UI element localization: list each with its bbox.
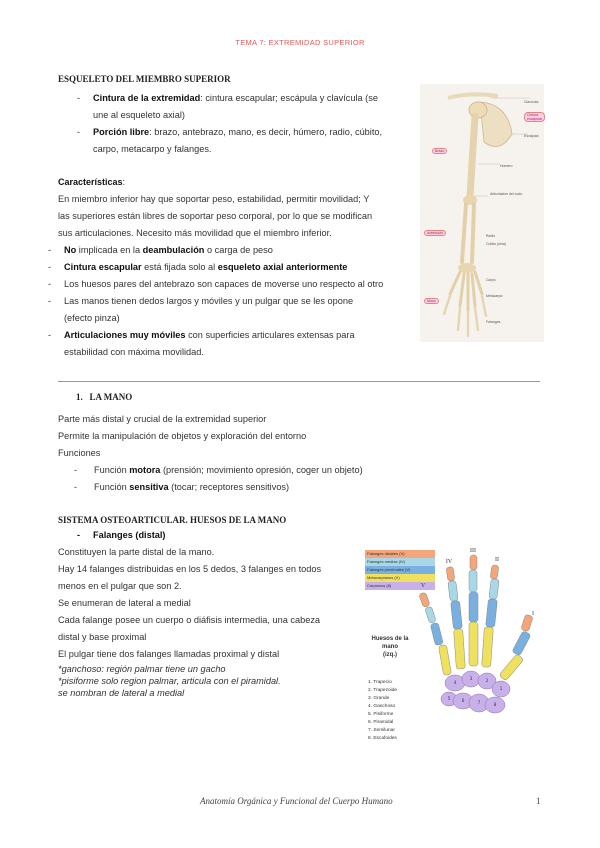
bullet-cintura bbox=[77, 90, 413, 107]
label-metacarpo: Metacarpo bbox=[486, 294, 503, 298]
car-item-1-bold2: deambulación bbox=[142, 245, 205, 255]
falanges-p1: Constituyen la parte distal de la mano. bbox=[58, 547, 215, 557]
car-item-4: - Las manos tienen dedos largos y móviles y un pulgar que se les opone bbox=[48, 296, 354, 306]
funcion-sensitiva-bold: sensitiva bbox=[129, 482, 169, 492]
mano-block bbox=[58, 411, 458, 496]
label-falanges: Falanges bbox=[486, 320, 501, 324]
hand-title-line-2: (izq.) bbox=[383, 652, 397, 658]
funcion-motora: - Función motora (prensión; movimiento opresión, coger un objeto) bbox=[74, 465, 363, 475]
car-paragraph-2: las superiores están libres de soportar peso corporal, por lo que se modifican bbox=[58, 211, 373, 221]
car-item-1: - No implicada en la deambulación o carga de peso bbox=[48, 245, 273, 255]
label-radio: Radio bbox=[486, 234, 496, 238]
car-item-3: - Los huesos pares del antebrazo son capaces de moverse uno respecto al otro bbox=[48, 279, 384, 289]
arm-skeleton-illustration bbox=[420, 84, 544, 342]
car-item-3-text: Los huesos pares del antebrazo son capaces de moverse uno respecto al otro bbox=[64, 279, 384, 289]
roman-II: II bbox=[495, 557, 499, 563]
falanges-p5: Cada falange posee un cuerpo o diáfisis intermedia, una cabeza bbox=[58, 615, 321, 625]
funcion-motora-text: (prensión; movimiento opresión, coger un objeto) bbox=[160, 465, 363, 475]
caracteristicas-title-text: Características bbox=[58, 177, 123, 187]
note-pisiforme: *pisiforme solo region palmar, articula con el piramidal. bbox=[58, 676, 281, 686]
caracteristicas-colon: : bbox=[122, 177, 126, 187]
carpal-list bbox=[368, 679, 397, 743]
carpal-item: 1. Trapecio bbox=[368, 680, 392, 685]
arm-skeleton-figure bbox=[420, 84, 544, 342]
funcion-sensitiva: - Función sensitiva (tocar; receptores sensitivos) bbox=[74, 482, 290, 492]
car-item-5-bold: Articulaciones muy móviles bbox=[64, 330, 186, 340]
label-carpo: Carpo bbox=[486, 278, 496, 282]
car-item-5-text: con superficies articulares extensas para bbox=[185, 330, 355, 340]
svg-text:2: 2 bbox=[485, 678, 489, 683]
funcion-motora-pre: Función bbox=[94, 465, 130, 475]
label-cubito: Cúbito (ulna) bbox=[486, 242, 507, 246]
roman-IV: IV bbox=[445, 559, 453, 565]
label-articulacion-codo: Articulación del codo bbox=[490, 192, 523, 196]
car-item-4-cont: (efecto pinza) bbox=[64, 313, 120, 323]
bullet-cintura-cont: une al esqueleto axial) bbox=[93, 110, 185, 120]
bullet-porcion-bold: Porción libre bbox=[93, 127, 150, 137]
car-item-2-bold2: esqueleto axial anteriormente bbox=[217, 262, 348, 272]
bullet-porcion-text: : brazo, antebrazo, mano, es decir, húmero, radio, cúbito, bbox=[149, 127, 383, 137]
mano-paragraph-3: Funciones bbox=[58, 448, 101, 458]
page-number: 1 bbox=[536, 796, 541, 806]
roman-III: III bbox=[470, 548, 476, 554]
car-item-5: - Articulaciones muy móviles con superficies articulares extensas para bbox=[48, 330, 355, 340]
car-paragraph-1: En miembro inferior hay que soportar peso, estabilidad, permitir movilidad; Y bbox=[58, 194, 370, 204]
label-escapula: Escápula bbox=[524, 134, 539, 138]
bullet-list-esqueleto bbox=[77, 90, 413, 158]
svg-text:8: 8 bbox=[493, 702, 497, 707]
bullet-cintura-bold: Cintura de la extremidad bbox=[93, 93, 201, 103]
carpal-item: 8. Escafoides bbox=[368, 736, 397, 741]
section-title-mano bbox=[76, 392, 132, 402]
carpal-item: 7. Semilunar bbox=[368, 728, 395, 733]
car-item-1-bold: No bbox=[64, 245, 77, 255]
funcion-sensitiva-text: (tocar; receptores sensitivos) bbox=[168, 482, 290, 492]
svg-text:7: 7 bbox=[477, 700, 481, 705]
falanges-p2: Hay 14 falanges distribuidas en los 5 dedos, 3 falanges en todos bbox=[58, 564, 322, 574]
carpal-item: 6. Piramidal bbox=[368, 720, 394, 725]
svg-text:6: 6 bbox=[461, 698, 465, 703]
funcion-sensitiva-pre: Función bbox=[94, 482, 130, 492]
tag-antebrazo: Antebrazo bbox=[424, 230, 446, 236]
car-item-4-text: Las manos tienen dedos largos y móviles y un pulgar que se les opone bbox=[64, 296, 354, 306]
note-ganchoso: *ganchoso: región palmar tiene un gacho bbox=[58, 664, 226, 674]
bullet-cintura-text: : cintura escapular; escápula y clavícula (se bbox=[200, 93, 378, 103]
page-header: TEMA 7: EXTREMIDAD SUPERIOR bbox=[235, 38, 365, 47]
svg-text:4: 4 bbox=[453, 680, 457, 685]
car-paragraph-3: sus articulaciones. Necesito más movilidad que el miembro inferior. bbox=[58, 228, 332, 238]
bullet-dash: - bbox=[77, 127, 81, 137]
falanges-block bbox=[58, 544, 358, 699]
section-number: 1. bbox=[76, 392, 83, 402]
label-clavicula: Clavícula bbox=[524, 100, 539, 104]
label-humero: Húmero bbox=[500, 164, 513, 168]
legend-carpianos: Carpianos (8) bbox=[365, 582, 435, 590]
roman-I: I bbox=[532, 611, 534, 617]
carpal-item: 2. Trapezoide bbox=[368, 688, 398, 693]
car-item-2-mid: está fijada solo al bbox=[141, 262, 218, 272]
caracteristicas-block bbox=[48, 174, 418, 361]
car-item-2: - Cintura escapular está fijada solo al esqueleto axial anteriormente bbox=[48, 262, 348, 272]
hand-title-line-1: Huesos de la mano bbox=[371, 636, 409, 650]
hand-bones-figure bbox=[365, 545, 545, 745]
car-item-5-cont: estabilidad con máxima movilidad. bbox=[64, 347, 204, 357]
tag-cintura-escapular: Cintura escapular bbox=[524, 112, 545, 122]
hand-bones-illustration bbox=[415, 545, 545, 745]
tag-mano: Mano bbox=[424, 298, 439, 304]
section-title-mano-text: LA MANO bbox=[89, 392, 133, 402]
legend-proximales: Falanges proximales (V) bbox=[365, 566, 435, 574]
mano-paragraph-2: Permite la manipulación de objetos y exploración del entorno bbox=[58, 431, 307, 441]
note-lateral-medial: se nombran de lateral a medial bbox=[58, 688, 185, 698]
mano-paragraph-1: Parte más distal y crucial de la extremidad superior bbox=[58, 414, 267, 424]
car-item-2-bold: Cintura escapular bbox=[64, 262, 142, 272]
svg-text:1: 1 bbox=[499, 686, 503, 691]
svg-text:5: 5 bbox=[447, 696, 451, 701]
carpal-item: 3. Grande bbox=[368, 696, 390, 701]
bullet-porcion-cont: carpo, metacarpo y falanges. bbox=[93, 144, 212, 154]
legend-distales: Falanges distales (V) bbox=[365, 550, 435, 558]
falanges-p3: menos en el pulgar que son 2. bbox=[58, 581, 182, 591]
legend-metacarpianos: Metacarpianos (V) bbox=[365, 574, 435, 582]
subtitle-falanges: - Falanges (distal) bbox=[77, 530, 166, 540]
svg-text:3: 3 bbox=[469, 676, 473, 681]
car-item-1-mid: implicada en la bbox=[76, 245, 143, 255]
funcion-motora-bold: motora bbox=[129, 465, 161, 475]
bullet-dash: - bbox=[77, 93, 81, 103]
tag-brazo: Brazo bbox=[432, 148, 447, 154]
footer-text: Anatomía Orgánica y Funcional del Cuerpo Humano bbox=[200, 796, 393, 806]
bullet-porcion bbox=[77, 124, 413, 141]
car-item-1-end: o carga de peso bbox=[204, 245, 273, 255]
caracteristicas-title bbox=[58, 174, 418, 191]
carpal-item: 5. Pisiforme bbox=[368, 712, 394, 717]
legend-medias: Falanges medias (IV) bbox=[365, 558, 435, 566]
subtitle-falanges-text: Falanges (distal) bbox=[93, 530, 166, 540]
falanges-p4: Se enumeran de lateral a medial bbox=[58, 598, 191, 608]
falanges-p7: El pulgar tiene dos falanges llamadas proximal y distal bbox=[58, 649, 280, 659]
section-title-sistema: SISTEMA OSTEOARTICULAR. HUESOS DE LA MANO bbox=[58, 515, 287, 525]
carpal-item: 4. Ganchoso bbox=[368, 704, 396, 709]
section-title-esqueleto: ESQUELETO DEL MIEMBRO SUPERIOR bbox=[58, 74, 231, 84]
roman-V: V bbox=[420, 583, 426, 589]
section-divider bbox=[58, 381, 540, 382]
falanges-p6: distal y base proximal bbox=[58, 632, 147, 642]
hand-figure-title bbox=[370, 635, 410, 659]
